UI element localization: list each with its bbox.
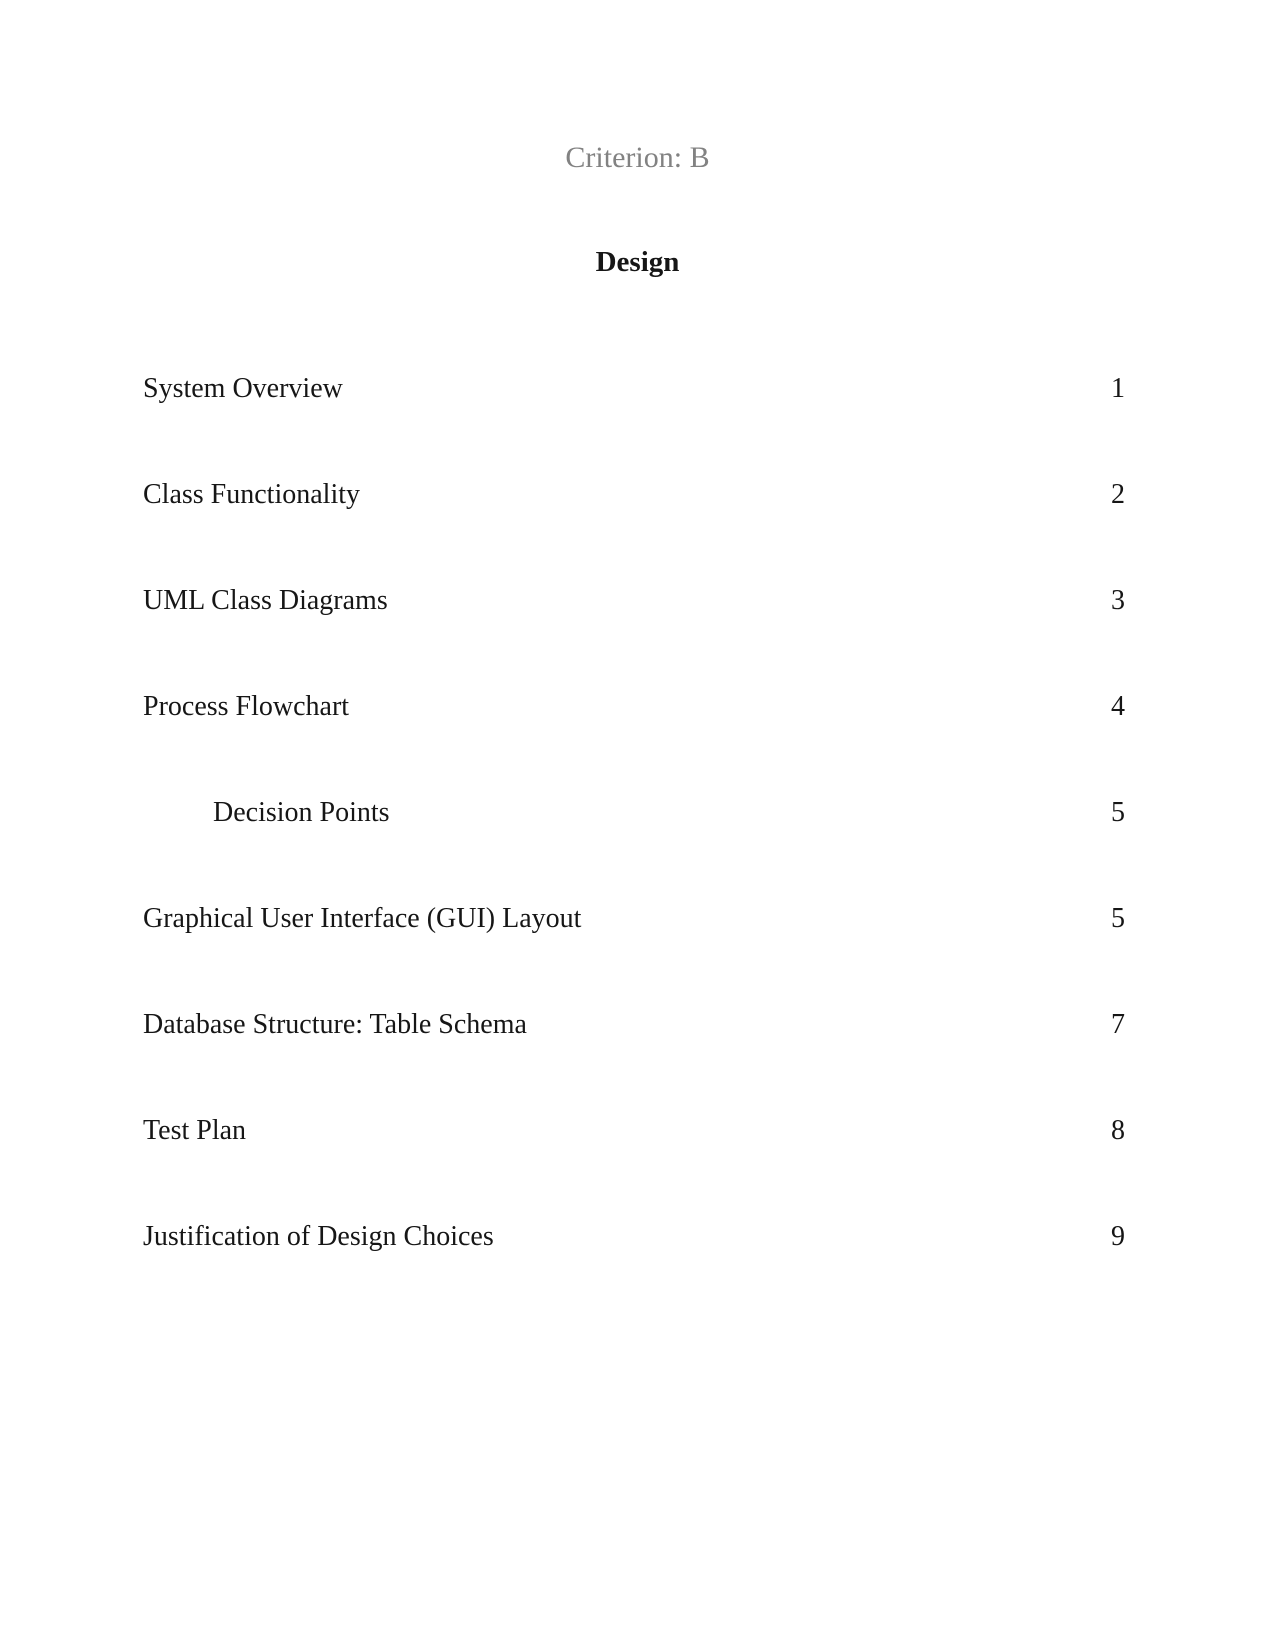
toc-entry: [143, 480, 1125, 509]
toc-entry: [143, 798, 1125, 827]
toc-entry: [143, 1222, 1125, 1251]
toc-entry-label: Test Plan: [143, 1115, 247, 1146]
toc-entry-label: System Overview: [143, 373, 343, 404]
toc-entry-page-number: 8: [1111, 1115, 1125, 1146]
toc-entry-page-number: 7: [1111, 1009, 1125, 1040]
toc-entry: [143, 1010, 1125, 1039]
toc-entry-page-number: 5: [1111, 797, 1125, 828]
table-of-contents: [143, 374, 1125, 1328]
toc-entry: [143, 586, 1125, 615]
toc-entry-page-number: 4: [1111, 691, 1125, 722]
toc-entry-label: Justification of Design Choices: [143, 1221, 494, 1252]
toc-entry-label: Class Functionality: [143, 479, 360, 510]
criterion-header: Criterion: B: [565, 141, 710, 174]
toc-entry-page-number: 5: [1111, 903, 1125, 934]
toc-entry: [143, 1116, 1125, 1145]
toc-entry: [143, 692, 1125, 721]
toc-entry-label: UML Class Diagrams: [143, 585, 388, 616]
toc-entry-label: Process Flowchart: [143, 691, 350, 722]
toc-entry-page-number: 9: [1111, 1221, 1125, 1252]
toc-entry-label: Decision Points: [213, 797, 390, 828]
toc-entry-page-number: 1: [1111, 373, 1125, 404]
toc-entry-page-number: 2: [1111, 479, 1125, 510]
toc-entry-label: Database Structure: Table Schema: [143, 1009, 527, 1040]
toc-entry: [143, 374, 1125, 403]
toc-entry-page-number: 3: [1111, 585, 1125, 616]
toc-entry-label: Graphical User Interface (GUI) Layout: [143, 903, 582, 934]
page-title: Design: [595, 246, 680, 278]
toc-entry: [143, 904, 1125, 933]
